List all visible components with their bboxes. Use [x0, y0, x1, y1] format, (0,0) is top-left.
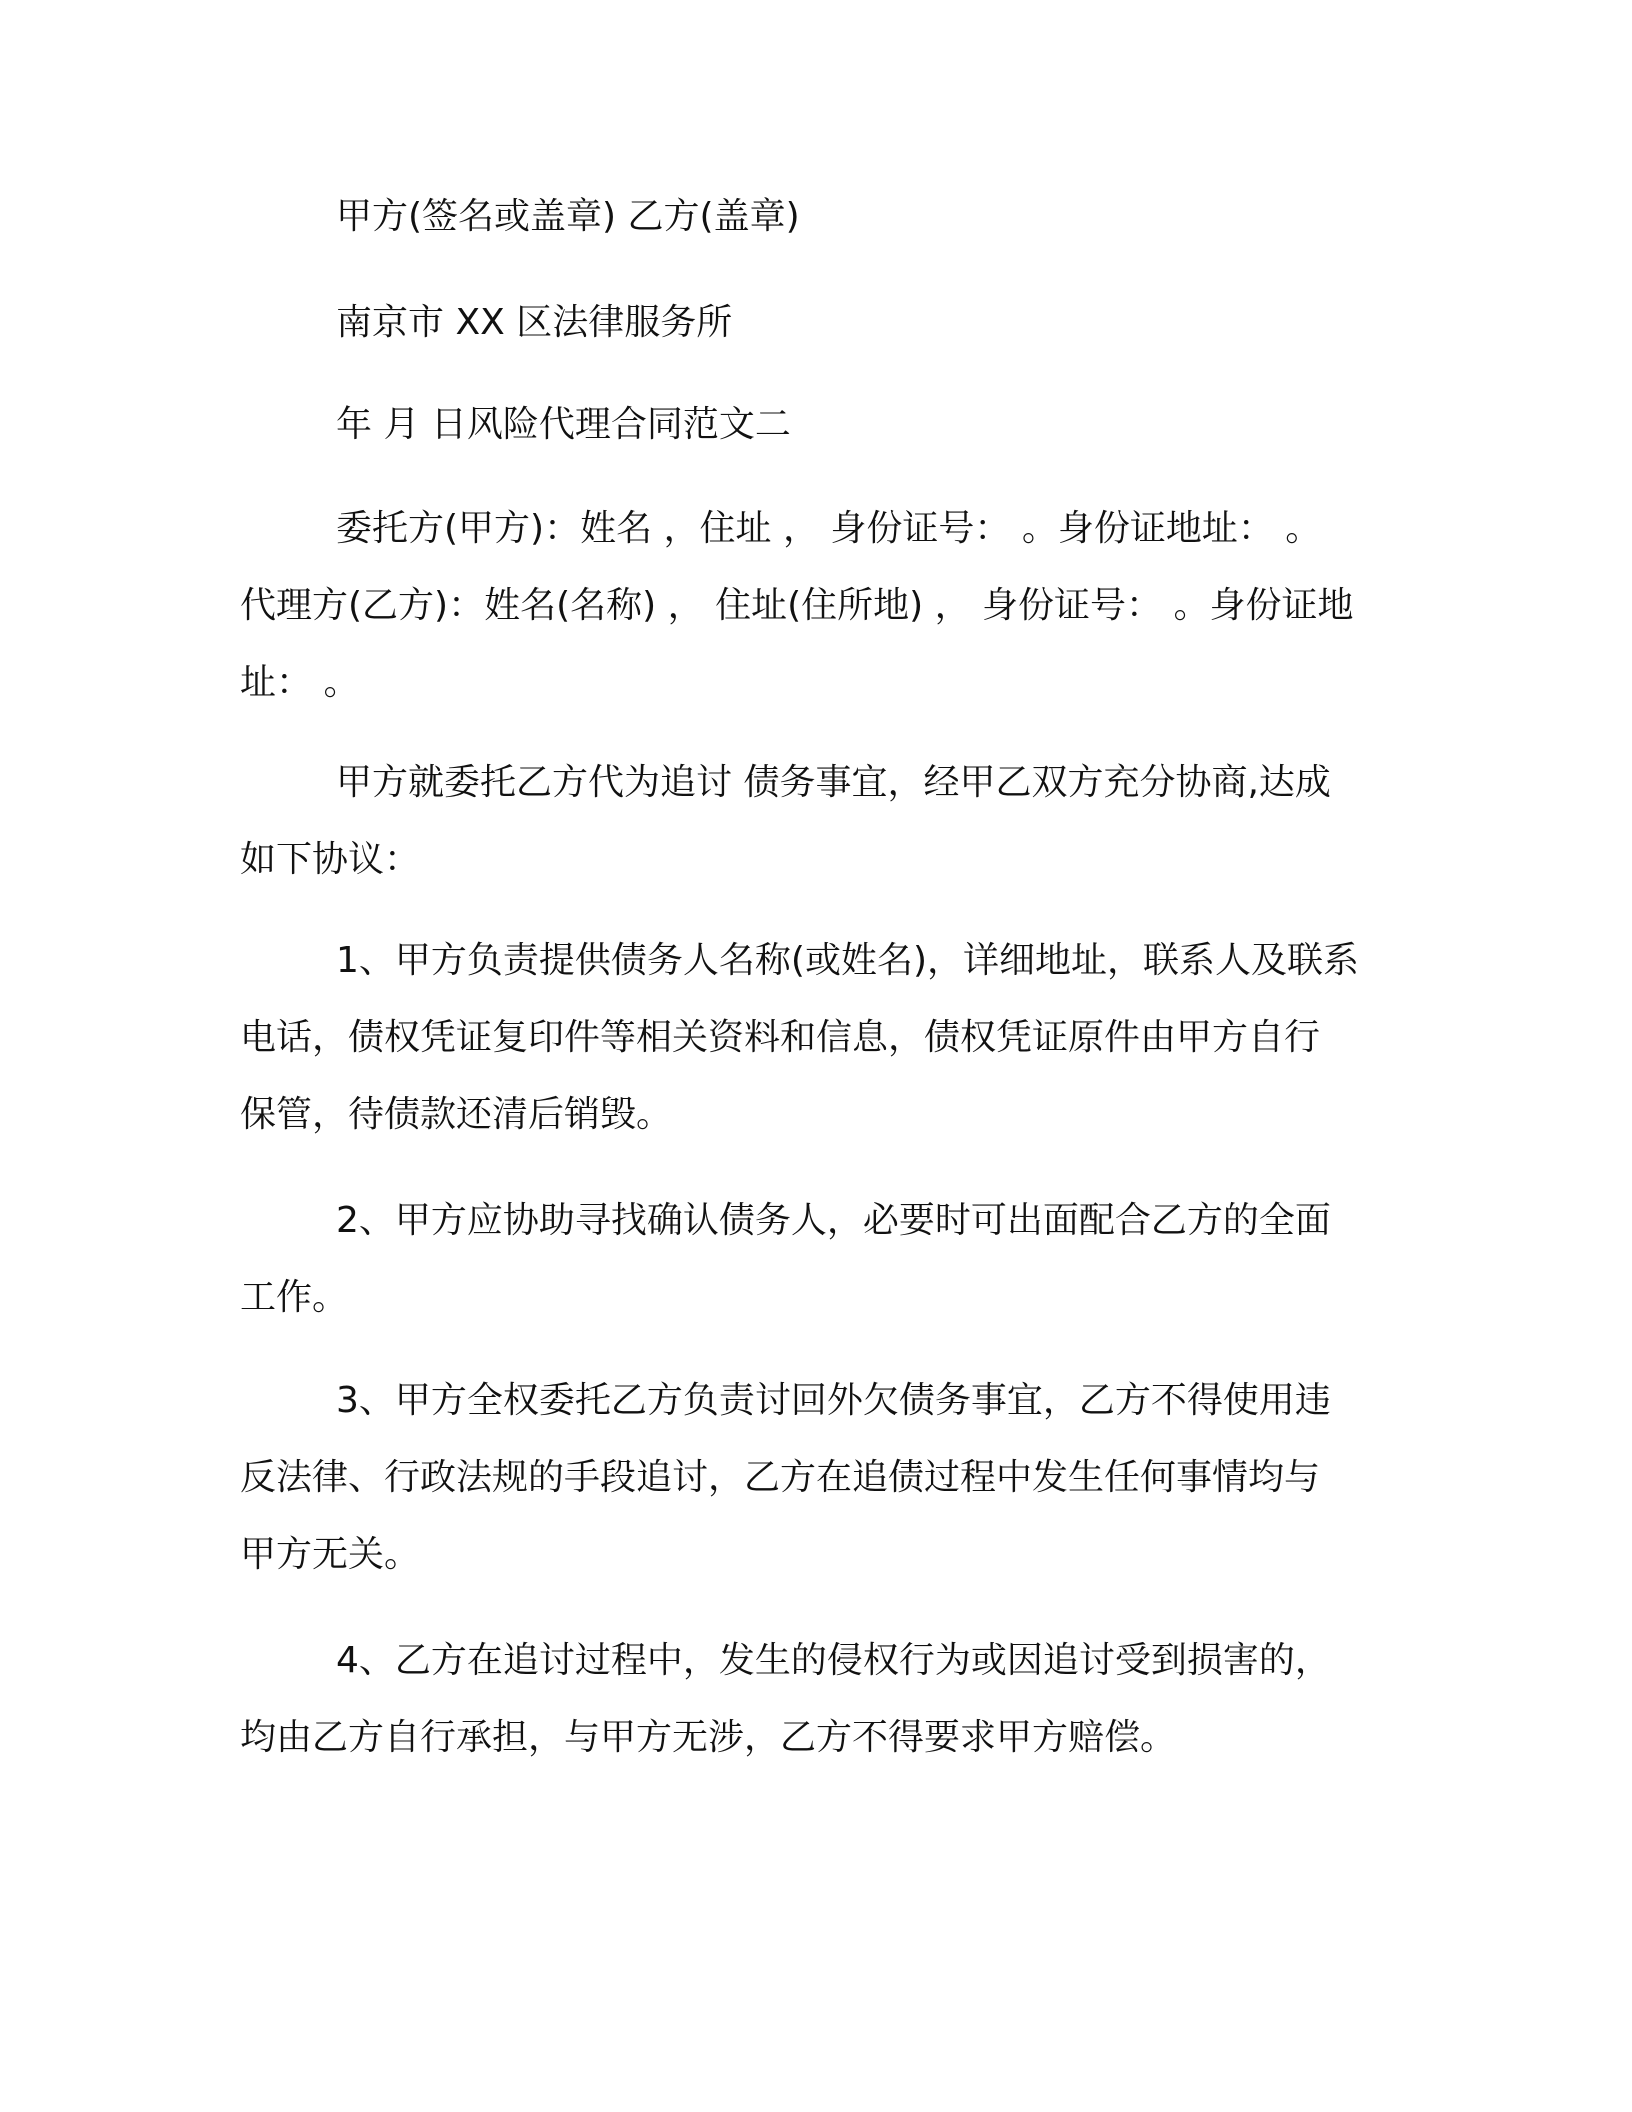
text-line: 1、甲方负责提供债务人名称(或姓名)，详细地址，联系人及联系 — [336, 940, 1359, 981]
clause-3-paragraph — [240, 1362, 1400, 1593]
text-line: 甲方就委托乙方代为追讨 债务事宜，经甲乙双方充分协商,达成 — [336, 762, 1331, 803]
clause-2-paragraph — [240, 1182, 1400, 1336]
clause-1-paragraph — [240, 922, 1400, 1153]
parties-paragraph — [240, 490, 1400, 721]
preamble-paragraph — [240, 744, 1400, 898]
signature-line — [240, 178, 1400, 255]
text-line: 保管，待债款还清后销毁。 — [240, 1094, 673, 1135]
text-line: 甲方(签名或盖章) 乙方(盖章) — [336, 196, 800, 237]
text-line: 4、乙方在追讨过程中，发生的侵权行为或因追讨受到损害的， — [336, 1640, 1331, 1681]
text-line: 代理方(乙方)：姓名(名称) ， 住址(住所地) ， 身份证号： 。身份证地 — [240, 585, 1354, 626]
text-line: 电话，债权凭证复印件等相关资料和信息，债权凭证原件由甲方自行 — [240, 1017, 1321, 1058]
text-line: 如下协议： — [240, 839, 421, 880]
text-line: 年 月 日风险代理合同范文二 — [336, 404, 791, 445]
text-line: 3、甲方全权委托乙方负责讨回外欠债务事宜，乙方不得使用违 — [336, 1380, 1331, 1421]
text-line: 址： 。 — [240, 662, 360, 703]
clause-4-paragraph — [240, 1622, 1400, 1776]
text-line: 反法律、行政法规的手段追讨，乙方在追债过程中发生任何事情均与 — [240, 1457, 1321, 1498]
service-office — [240, 284, 1400, 361]
date-title — [240, 386, 1400, 463]
text-line: 2、甲方应协助寻找确认债务人，必要时可出面配合乙方的全面 — [336, 1200, 1331, 1241]
text-line: 甲方无关。 — [240, 1534, 421, 1575]
text-line: 南京市 XX 区法律服务所 — [336, 302, 733, 343]
text-line: 工作。 — [240, 1277, 349, 1318]
text-line: 委托方(甲方)：姓名 ，住址 ， 身份证号： 。身份证地址： 。 — [336, 508, 1322, 549]
text-line: 均由乙方自行承担，与甲方无涉，乙方不得要求甲方赔偿。 — [240, 1717, 1177, 1758]
